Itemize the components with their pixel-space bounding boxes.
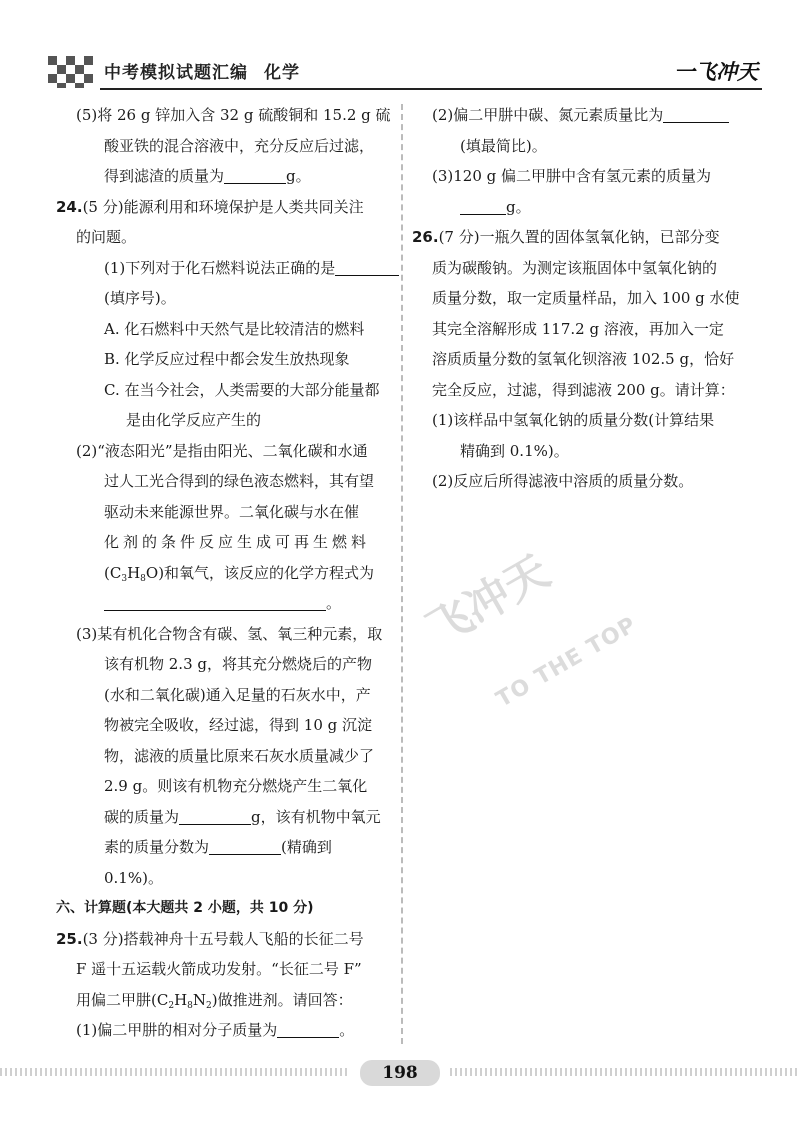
answer-blank[interactable] <box>179 806 251 825</box>
q26-line: 溶质质量分数的氢氧化钡溶液 102.5 g，恰好 <box>432 350 735 368</box>
q24-part3-answer-line <box>56 802 396 833</box>
brand-logo: 一飞冲天 <box>674 60 758 84</box>
text: O)和氧气，该反应的化学方程式为 <box>145 563 375 582</box>
text: (1)偏二甲肼的相对分子质量为 <box>76 1021 278 1039</box>
page-header <box>40 48 762 94</box>
q24-part3-line: 2.9 g。则该有机物充分燃烧产生二氧化 <box>104 777 368 795</box>
page-number: 198 <box>360 1060 440 1086</box>
q24-part3-line: 物被完全吸收，经过滤，得到 10 g 沉淀 <box>104 716 372 734</box>
text: H <box>127 563 141 582</box>
answer-blank[interactable] <box>460 196 506 215</box>
q24-part3-line: (3)某有机化合物含有碳、氢、氧三种元素，取 <box>76 624 383 643</box>
answer-blank[interactable] <box>104 592 326 611</box>
q24-part2-line: 过人工光合得到的绿色液态燃料，其有望 <box>104 472 375 490</box>
checker-decoration-icon <box>48 56 98 90</box>
text: 素的质量分数为 <box>104 838 210 856</box>
column-divider <box>401 104 403 1044</box>
q26-line: 其完全溶解形成 117.2 g 溶液，再加入一定 <box>432 319 724 338</box>
q25-part3-line: (3)120 g 偏二甲肼中含有氢元素的质量为 <box>432 167 712 185</box>
q25-line <box>56 924 396 955</box>
section-heading: 六、计算题(本大题共 2 小题，共 10 分) <box>56 900 314 916</box>
answer-blank[interactable] <box>277 1019 339 1038</box>
q24-part2-line: (2)“液态阳光”是指由阳光、二氧化碳和水通 <box>76 441 368 460</box>
question-number: 25. <box>56 929 83 948</box>
subject-label: 化学 <box>264 63 300 83</box>
q24-part2-line: 驱动未来能源世界。二氧化碳与水在催 <box>104 502 360 521</box>
text: g，该有机物中氧元 <box>251 807 381 826</box>
q24-part3-line: 物，滤液的质量比原来石灰水质量减少了 <box>104 746 375 765</box>
text: )做推进剂。请回答： <box>211 990 353 1009</box>
q25-part3-line <box>412 192 752 223</box>
text: g。 <box>286 167 311 185</box>
subscript: 8 <box>187 1000 193 1011</box>
text: (C <box>104 563 122 582</box>
q24-line: 的问题。 <box>76 228 137 246</box>
q26-line: 完全反应，过滤，得到滤液 200 g。请计算： <box>432 380 735 399</box>
q26-line <box>412 222 752 253</box>
q26-part1-line: (1)该样品中氢氧化钠的质量分数(计算结果 <box>432 411 715 429</box>
subscript: 2 <box>168 1000 175 1011</box>
footer-stripe-right <box>450 1068 800 1076</box>
question-number: 24. <box>56 197 83 216</box>
text: 碳的质量为 <box>104 807 180 826</box>
watermark-subtext: TO THE TOP <box>492 612 642 713</box>
option-a: A. 化石燃料中天然气是比较清洁的燃料 <box>104 319 365 338</box>
text: (1)下列对于化石燃料说法正确的是 <box>104 258 336 277</box>
q24-part2-line: 化剂的条件反应生成可再生燃料 <box>104 533 371 551</box>
q24-part1-line <box>56 253 396 284</box>
q24-part3-answer-line <box>56 832 396 863</box>
q26-line: 质量分数，取一定质量样品，加入 100 g 水使 <box>432 289 740 307</box>
option-c: 是由化学反应产生的 <box>126 411 262 429</box>
q25-part2-line <box>412 100 752 131</box>
question-number: 26. <box>412 228 439 246</box>
subscript: 3 <box>121 573 128 584</box>
q23-part5-line: 酸亚铁的混合溶液中，充分反应后过滤， <box>104 136 375 155</box>
q26-line: 质为碳酸钠。为测定该瓶固体中氢氧化钠的 <box>432 258 718 277</box>
footer-stripe-left <box>0 1068 350 1076</box>
text: (3 分)搭载神舟十五号载人飞船的长征二号 <box>82 929 364 948</box>
answer-blank[interactable] <box>663 104 729 123</box>
answer-blank[interactable] <box>209 836 281 855</box>
book-title-text: 中考模拟试题汇编 <box>104 63 248 83</box>
subscript: 2 <box>206 1000 212 1011</box>
q26-part2-line: (2)反应后所得滤液中溶质的质量分数。 <box>432 472 694 490</box>
text: (精确到 <box>281 838 332 856</box>
header-rule <box>100 88 762 90</box>
text: 。 <box>326 594 342 612</box>
text: (5 分)能源利用和环境保护是人类共同关注 <box>82 197 364 216</box>
q25-part1-line <box>56 1015 396 1046</box>
q24-part2-answer-line <box>56 588 396 619</box>
subscript: 8 <box>140 573 146 584</box>
option-c: C. 在当今社会，人类需要的大部分能量都 <box>104 380 380 399</box>
left-column <box>56 100 396 1046</box>
q24-part3-line: (水和二氧化碳)通入足量的石灰水中，产 <box>104 685 371 704</box>
q25-part2-line: (填最简比)。 <box>460 136 547 155</box>
q24-part2-formula-line <box>56 558 396 589</box>
q23-part5-answer-line <box>56 161 396 192</box>
q24-part3-line: 0.1%)。 <box>104 868 163 887</box>
q24-part1-line: (填序号)。 <box>104 289 176 307</box>
text: H <box>174 990 188 1009</box>
text: 。 <box>339 1021 355 1039</box>
answer-blank[interactable] <box>335 257 399 276</box>
right-column <box>412 100 752 497</box>
option-b: B. 化学反应过程中都会发生放热现象 <box>104 350 350 368</box>
q25-formula-line <box>56 985 396 1016</box>
q23-part5-line: (5)将 26 g 锌加入含 32 g 硫酸铜和 15.2 g 硫 <box>76 106 391 124</box>
q26-part1-line: 精确到 0.1%)。 <box>460 441 569 460</box>
text: g。 <box>506 197 531 216</box>
q24-part3-line: 该有机物 2.3 g，将其充分燃烧后的产物 <box>104 655 372 673</box>
text: (7 分)一瓶久置的固体氢氧化钠，已部分变 <box>438 228 720 246</box>
text: 得到滤渣的质量为 <box>104 167 225 185</box>
q25-line: F 遥十五运载火箭成功发射。“长征二号 F” <box>76 960 362 978</box>
answer-blank[interactable] <box>224 165 286 184</box>
watermark-text: 飞冲天 <box>418 545 559 656</box>
text: (2)偏二甲肼中碳、氮元素质量比为 <box>432 106 664 124</box>
text: N <box>192 990 207 1009</box>
book-title <box>104 58 300 83</box>
q24-line <box>56 192 396 223</box>
text: 用偏二甲肼(C <box>76 990 169 1009</box>
